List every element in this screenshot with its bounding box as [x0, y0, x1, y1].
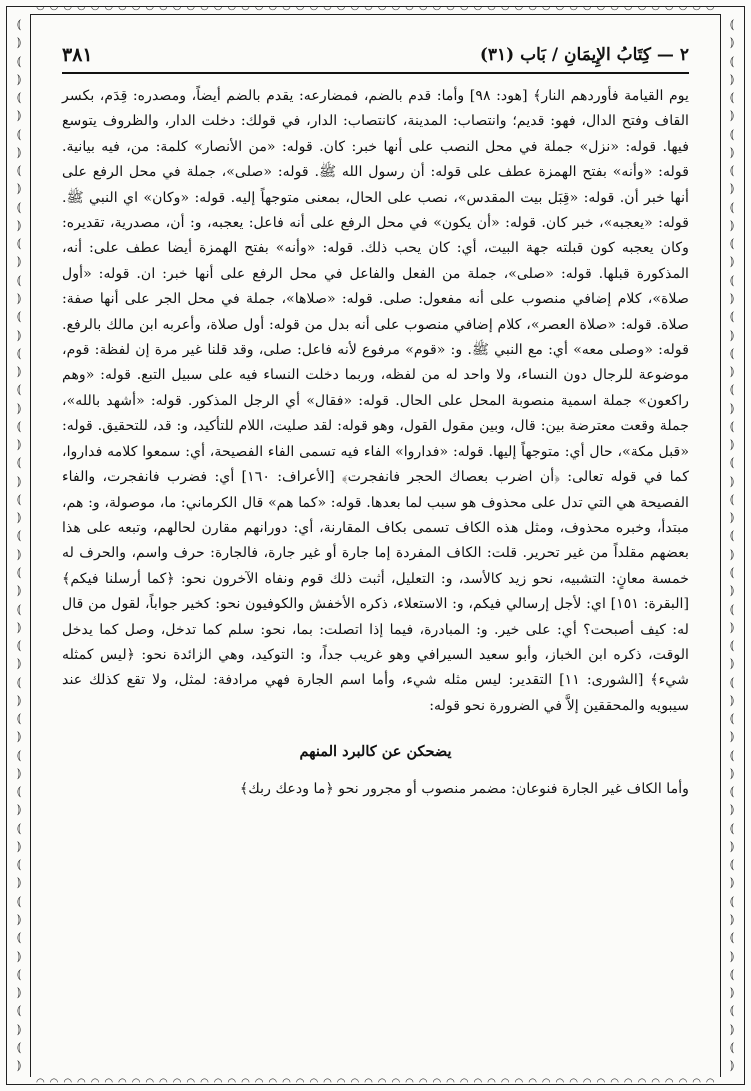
running-title: ٢ — كِتَابُ الإِيمَانِ / بَاب (٣١): [479, 45, 689, 65]
closing-line: وأما الكاف غير الجارة فنوعان: مضمر منصوب أو مجرور نحو ﴿ما ودعك ربك﴾: [239, 780, 689, 797]
page-number: ٣٨١: [62, 44, 93, 66]
page-body: [62, 84, 689, 1051]
bottom-ornament-strip: ◠ ◠ ◠ ◠ ◠ ◠ ◠ ◠ ◠ ◠ ◠ ◠ ◠ ◠ ◠ ◠ ◠ ◠ ◠ ◠ ◠ ◠ ◠ ◠ ◠ ◠ ◠ ◠ ◠ ◠ ◠ ◠ ◠ ◠ ◠ ◠ ◠ ◠ ◠ ◠ ◠ ◠ ◠ ◠ ◠ ◠ ◠ ◠ ◠ ◠: [36, 1078, 715, 1088]
left-ornament-strip: ⦅ ⦆ ⦅ ⦆ ⦅ ⦆ ⦅ ⦆ ⦅ ⦆ ⦅ ⦆ ⦅ ⦆ ⦅ ⦆ ⦅ ⦆ ⦅ ⦆ ⦅ ⦆ ⦅ ⦆ ⦅ ⦆ ⦅ ⦆ ⦅ ⦆ ⦅ ⦆ ⦅ ⦆ ⦅ ⦆ ⦅ ⦆ ⦅ ⦆ ⦅ ⦆ ⦅ ⦆ ⦅ ⦆ ⦅ ⦆ ⦅ ⦆ ⦅ ⦆ ⦅ ⦆ ⦅ ⦆ ⦅ ⦆: [16, 17, 22, 1074]
poetry-verse: يضحكن عن كالبرد المنهم: [299, 743, 452, 761]
commentary-paragraph: يوم القيامة فأوردهم النار﴾ [هود: ٩٨] وأما: قدم بالضم، فمضارعه: يقدم بالضم أيضاً، ومصدره: قِدَم، بكسر القاف وفتح الدال، فهو: قديم؛ وانتصاب: المدينة، كانتصاب: الدار، في قولك: دخلت الدار، والظروف يتوسع فيها. قوله: «نزل» جملة في محل النصب على أنها خبر: كان. قوله: «من الأنصار» كلمة: من، فيه بيانية. قوله: «وأنه» بفتح الهمزة عطف على قوله: أن رسول الله ﷺ. قوله: «صلى»، جملة في محل الرفع على أنها خبر أن. قوله: «قِبَل بيت المقدس»، نصب على الحال، بمعنى متوجهاً إليه. قوله: «وكان» اي النبي ﷺ. قوله: «يعجبه»، خبر كان. قوله: «أن يكون» في محل الرفع على أنه فاعل: يعجبه، و: أن، مصدرية، تقديره: وكان يعجبه كون قبلته جهة البيت، أي: كان يحب ذلك. قوله: «وأنه» بفتح الهمزة أيضا عطف على: أنه، المذكورة قبلها. قوله: «صلى»، جملة من الفعل والفاعل في محل الرفع على أنها خبر: ان. قوله: «أول صلاة»، كلام إضافي منصوب على أنه مفعول: صلى. قوله: «صلاها»، جملة في محل الجر على أنها صفة: صلاة. قوله: «صلاة العصر»، كلام إضافي منصوب على أنه بدل من قوله: أول صلاة، وأعربه ابن مالك بالرفع. قوله: «وصلى معه» أي: مع النبي ﷺ. و: «قوم» مرفوع لأنه فاعل: صلى، وقد قلنا غير مرة إن لفظة: قوم، موضوعة للرجال دون النساء، ولا واحد له من لفظه، وربما دخلت النساء فيه على سبيل التبع. قوله: «وهم راكعون» جملة اسمية منصوبة المحل على الحال. قوله: «فقال» أي الرجل المذكور. قوله: «أشهد بالله»، جملة وقعت معترضة بين: قال، وبين مقول القول، وهو قوله: لقد صليت، اللام للتأكيد، و: قد، للتحقيق. قوله: «قبل مكة»، حال أي: متوجهاً إليها. قوله: «فداروا» الفاء فيه تسمى الفاء الفصيحة، أي: سمعوا كلامه فداروا، كما في قوله تعالى: ﴿أن اضرب بعصاك الحجر فانفجرت﴾ [الأعراف: ١٦٠] أي: فضرب فانفجرت، والفاء الفصيحة هي التي تدل على محذوف هو سبب لما بعدها. قوله: «كما هم» قال الكرماني: ما، موصولة، و: هم، مبتدأ، وخبره محذوف، ومثل هذه الكاف تسمى بكاف المقارنة، أي: دورانهم مقارن لحالهم، وتبعه على هذا بعضهم مقلداً من غير تحرير. قلت: الكاف المفردة إما جارة أو غير جارة، فالجارة: حرف واسم، والحرف له خمسة معانٍ: التشبيه، نحو زيد كالأسد، و: التعليل، أثبت ذلك قوم ونفاه الآخرون نحو: ﴿كما أرسلنا فيكم﴾ [البقرة: ١٥١] اي: لأجل إرسالي فيكم، و: الاستعلاء، ذكره الأخفش والكوفيون نحو: كخير جواباً، لقول من قال له: كيف أصبحت؟ أي: على خير. و: المبادرة، فيما إذا اتصلت: بما، نحو: سلم كما تدخل، وصل كما يدخل الوقت، ذكره ابن الخباز، وأبو سعيد السيرافي وهو غريب جداً، و: التوكيد، وهي الزائدة نحو: ﴿ليس كمثله شيء﴾ [الشورى: ١١] التقدير: ليس مثله شيء، وأما اسم الجارة فهي مرادفة: لمثل، ولا تقع كذلك عند سيبويه والمحققين إلاَّ في الضرورة نحو قوله:: [62, 88, 690, 714]
page-header: [62, 38, 689, 74]
right-ornament-strip: ⦅ ⦆ ⦅ ⦆ ⦅ ⦆ ⦅ ⦆ ⦅ ⦆ ⦅ ⦆ ⦅ ⦆ ⦅ ⦆ ⦅ ⦆ ⦅ ⦆ ⦅ ⦆ ⦅ ⦆ ⦅ ⦆ ⦅ ⦆ ⦅ ⦆ ⦅ ⦆ ⦅ ⦆ ⦅ ⦆ ⦅ ⦆ ⦅ ⦆ ⦅ ⦆ ⦅ ⦆ ⦅ ⦆ ⦅ ⦆ ⦅ ⦆ ⦅ ⦆ ⦅ ⦆ ⦅ ⦆ ⦅ ⦆: [729, 17, 735, 1074]
top-ornament-strip: ◡ ◡ ◡ ◡ ◡ ◡ ◡ ◡ ◡ ◡ ◡ ◡ ◡ ◡ ◡ ◡ ◡ ◡ ◡ ◡ ◡ ◡ ◡ ◡ ◡ ◡ ◡ ◡ ◡ ◡ ◡ ◡ ◡ ◡ ◡ ◡ ◡ ◡ ◡ ◡ ◡ ◡ ◡ ◡ ◡ ◡ ◡ ◡ ◡ ◡: [36, 2, 715, 12]
